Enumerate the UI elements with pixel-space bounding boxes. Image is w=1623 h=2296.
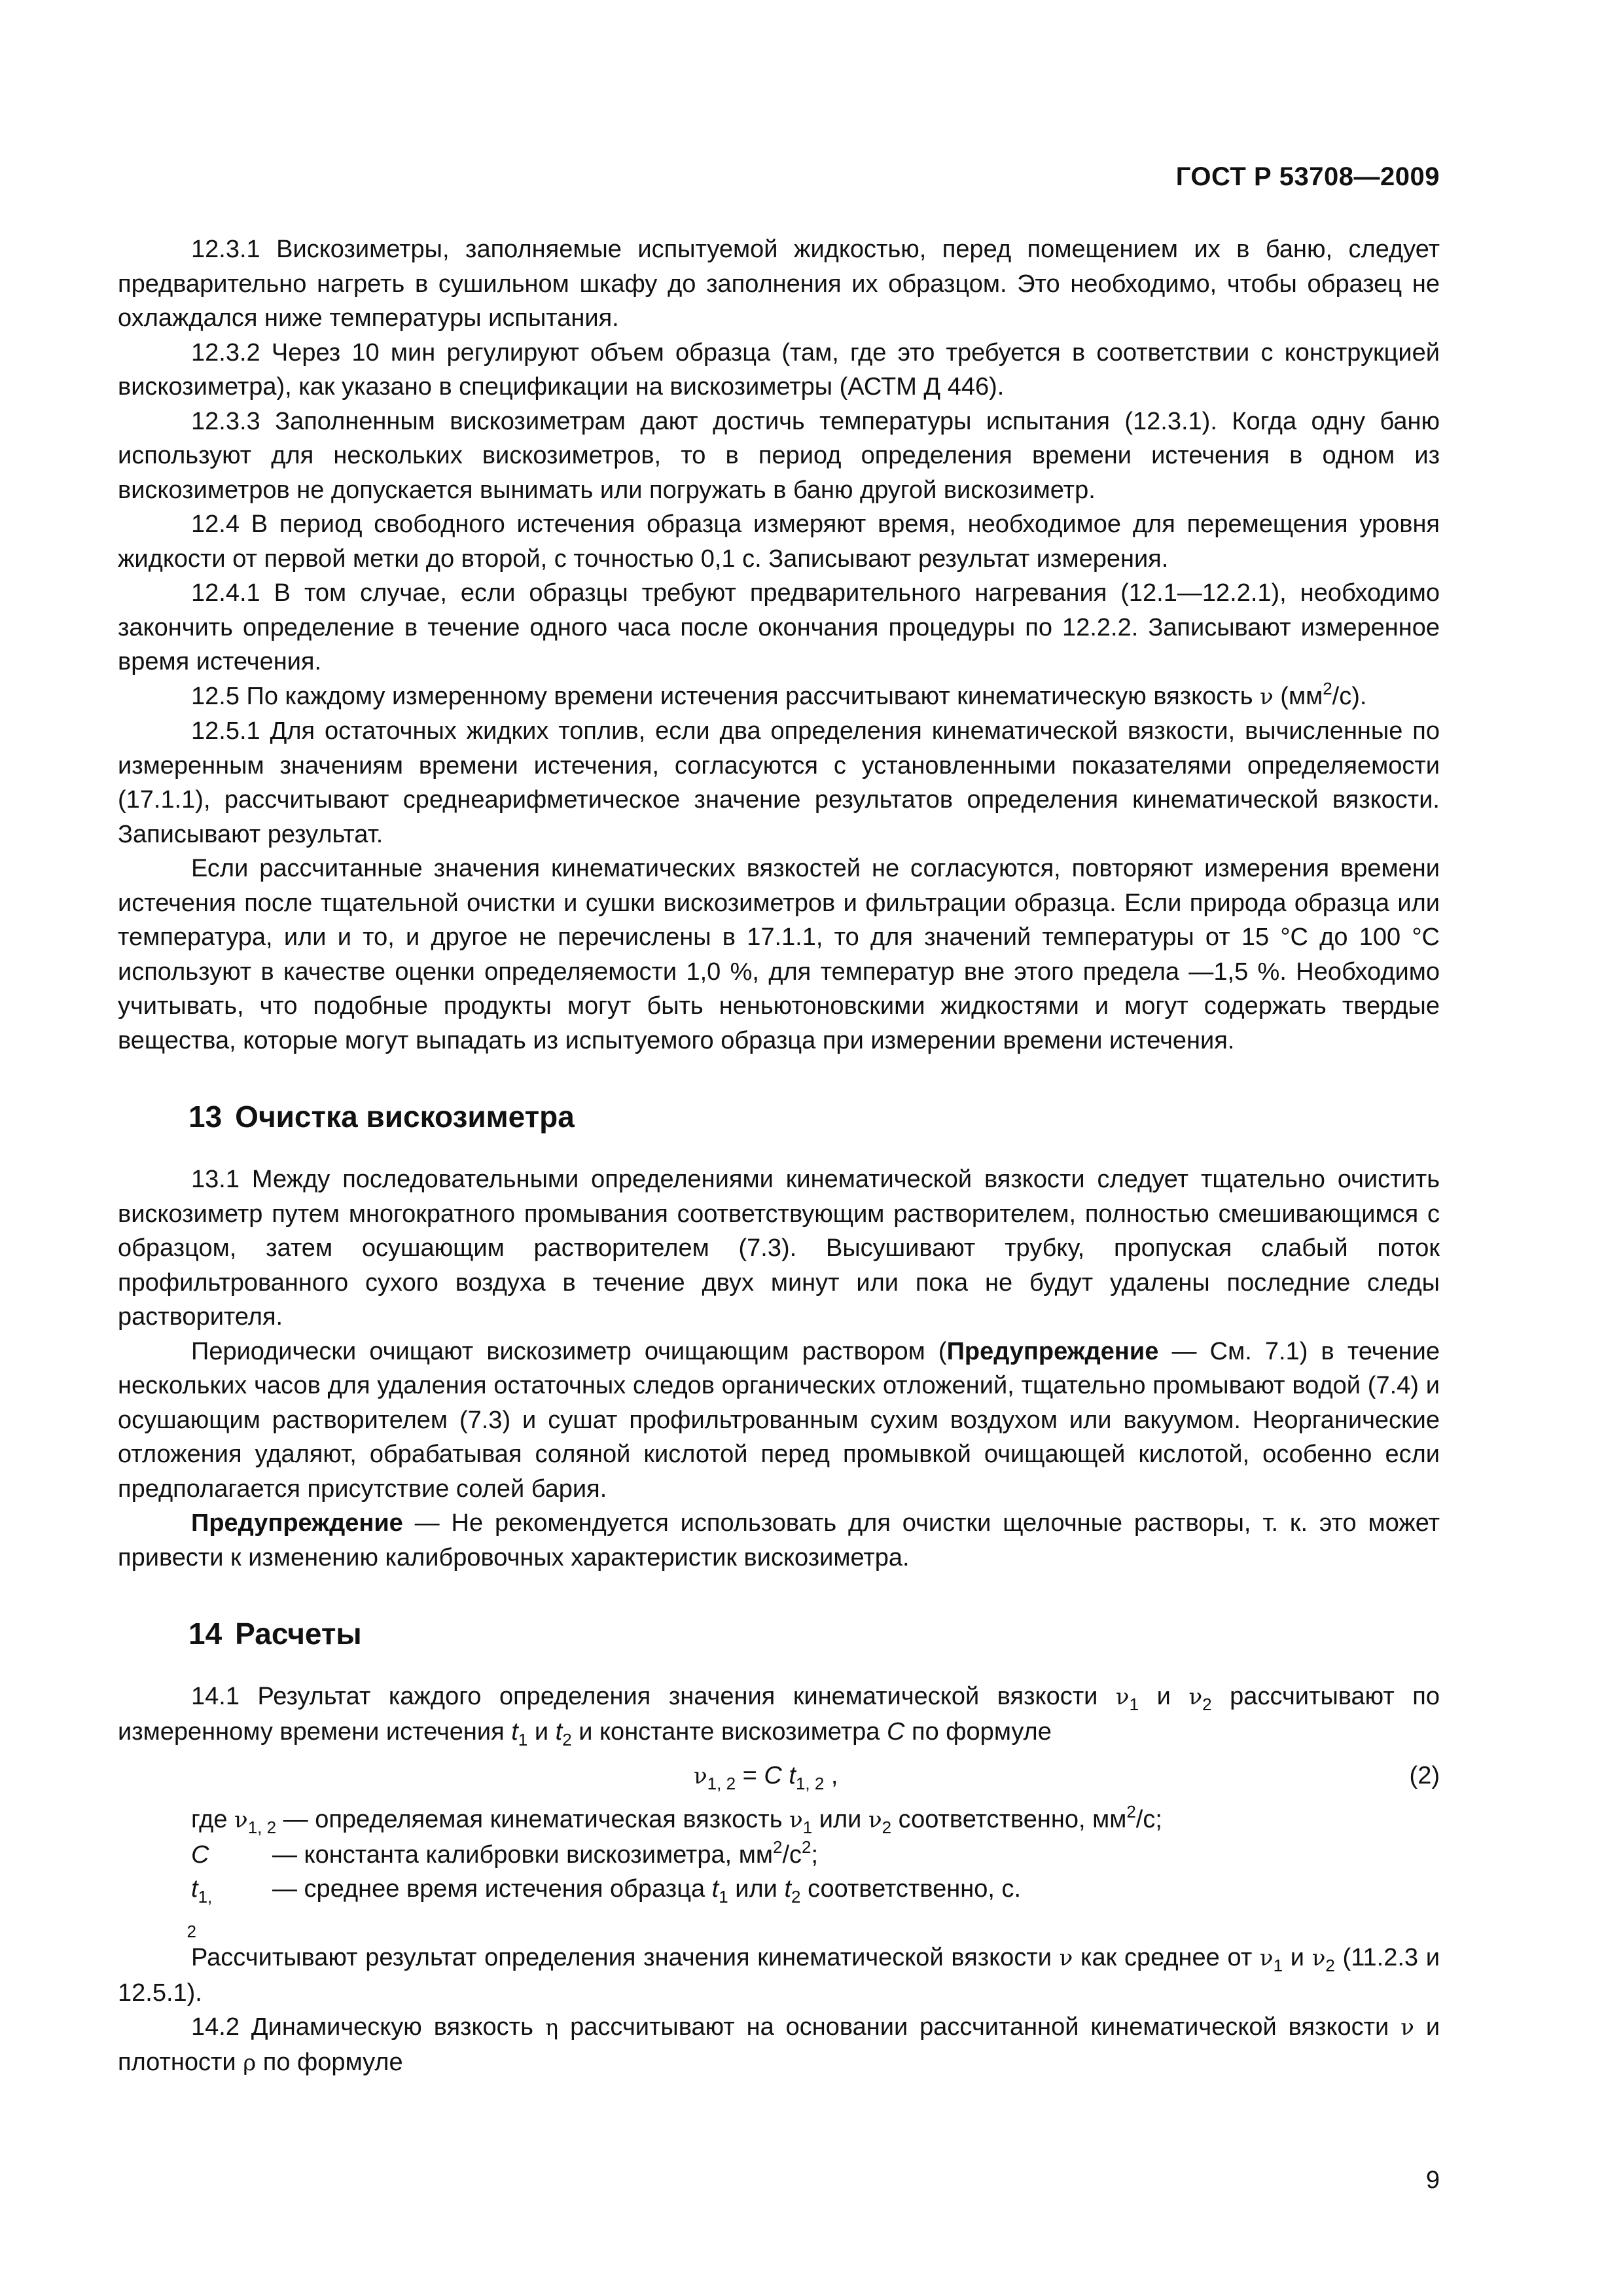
conjunction: или <box>735 1875 777 1903</box>
warning-text: — Не рекомендуется использовать для очистки щелочные растворы, т. к. это может привести к изменению калибровочных характеристик вискозиметра. <box>118 1509 1440 1571</box>
nu-symbol: ν <box>1188 1684 1203 1710</box>
document-code-header: ГОСТ Р 53708—2009 <box>1175 162 1440 191</box>
rho-symbol: ρ <box>243 2049 257 2076</box>
result-text-a: Рассчитывают результат определения значения кинематической вязкости <box>191 1944 1052 1971</box>
subscript: 1 <box>1129 1695 1139 1714</box>
paragraph-14-1-text-a: 14.1 Результат каждого определения значения кинематической вязкости <box>191 1683 1098 1710</box>
paragraph-14-1-text-d: по формуле <box>912 1717 1052 1746</box>
document-page <box>118 0 1440 2296</box>
section-13-title: Очистка вискозиметра <box>235 1100 575 1134</box>
superscript: 2 <box>1126 1802 1136 1821</box>
section-14-title: Расчеты <box>235 1617 362 1651</box>
definition-text: — среднее время истечения образца <box>272 1875 705 1903</box>
conjunction: и <box>1290 1944 1304 1971</box>
t-symbol: t <box>789 1762 796 1789</box>
result-text-c: (11.2.3 и 12.5.1). <box>118 1944 1440 2007</box>
paragraph-13-warning <box>118 1506 1440 1575</box>
document-body <box>118 232 1440 2080</box>
definition-text: соответственно, с. <box>808 1875 1022 1903</box>
paragraph-14-2-text-c: и плотности <box>118 2013 1440 2076</box>
c-symbol: C <box>764 1762 782 1789</box>
unit-superscript: 2 <box>1323 678 1332 698</box>
nu-symbol: ν <box>1115 1684 1130 1710</box>
subscript: 2 <box>562 1729 572 1749</box>
nu-symbol: ν <box>1260 683 1274 710</box>
paragraph-12-3-1: 12.3.1 Вискозиметры, заполняемые испытуемой жидкостью, перед помещением их в баню, следует предварительно нагреть в сушильном шкафу до заполнения их образцом. Это необходимо, чтобы образец не охлаждался ниже температуры испытания. <box>118 236 1440 332</box>
paragraph-12-5-1-continued: Если рассчитанные значения кинематических вязкостей не согласуются, повторяют измерения времени истечения после тщательной очистки и сушки вискозиметров и фильтрации образца. Если природа образца или температура, или и то, и другое не перечислены в 17.1.1, то для значений температуры от 15 °С до 100 °С используют в качестве оценки определяемости 1,0 %, для температур вне этого предела —1,5 %. Необходимо учитывать, что подобные продукты могут быть неньютоновскими жидкостями и могут содержать твердые вещества, которые могут выпадать из испытуемого образца при измерении времени истечения. <box>118 855 1440 1054</box>
paragraph-12-5-text: 12.5 По каждому измеренному времени истечения рассчитывают кинематическую вязкость <box>191 682 1253 710</box>
paragraph-14-2-text-b: рассчитывают на основании рассчитанной кинематической вязкости <box>570 2013 1389 2041</box>
definition-text: /с; <box>1135 1806 1162 1833</box>
conjunction: или <box>819 1806 862 1833</box>
nu-symbol: ν <box>1311 1945 1326 1971</box>
definition-text: соответственно, мм <box>898 1806 1127 1833</box>
paragraph-12-4: 12.4 В период свободного истечения образца измеряют время, необходимое для перемещения уровня жидкости от первой метки до второй, с точностью 0,1 с. Записывают результат измерения. <box>118 511 1440 573</box>
section-14-heading <box>118 1615 1440 1652</box>
equals-sign: = <box>742 1762 764 1789</box>
subscript: 1, 2 <box>707 1774 736 1793</box>
paragraph-13-periodic-cleaning <box>118 1335 1440 1507</box>
t-symbol: t <box>511 1717 518 1746</box>
definition-nu <box>118 1803 1440 1838</box>
formula-expression <box>694 1749 838 1803</box>
subscript: 1 <box>518 1729 528 1749</box>
paragraph-12-4-1: 12.4.1 В том случае, если образцы требуют предварительного нагревания (12.1—12.2.1), необходимо закончить определение в течение одного часа после окончания процедуры по 12.2.2. Записывают измеренное время истечения. <box>118 579 1440 675</box>
warning-label-inline: Предупреждение <box>946 1337 1159 1365</box>
periodic-cleaning-text-start: Периодически очищают вискозиметр очищающим раствором ( <box>191 1337 947 1365</box>
section-13-heading <box>118 1098 1440 1135</box>
paragraph-13-1: 13.1 Между последовательными определениями кинематической вязкости следует тщательно очистить вискозиметр путем многократного промывания соответствующим растворителем, полностью смешивающимся с образцом, затем осушающим растворителем (7.3). Высушивают трубку, пропуская слабый поток профильтрованного сухого воздуха в течение двух минут или пока не будут удалены последние следы растворителя. <box>118 1166 1440 1331</box>
t-symbol: t <box>191 1875 198 1903</box>
where-prefix: где <box>191 1806 228 1833</box>
paragraph-14-2 <box>118 2010 1440 2080</box>
definition-body <box>199 1872 1021 1941</box>
paragraph-12-5 <box>118 679 1440 715</box>
paragraph-14-1-text-c: и константе вискозиметра <box>579 1717 880 1746</box>
page-number: 9 <box>1425 2166 1440 2194</box>
unit-close: /с). <box>1332 682 1367 710</box>
paragraph-12-3-2: 12.3.2 Через 10 мин регулируют объем образца (там, где это требуется в соответствии с конструкцией вискозиметра), как указано в спецификации на вискозиметры (АСТМ Д 446). <box>118 338 1440 401</box>
definition-t <box>118 1872 1440 1941</box>
definition-body <box>199 1838 818 1873</box>
nu-symbol: ν <box>868 1807 882 1833</box>
definition-term <box>118 1838 209 1873</box>
t-symbol: t <box>784 1875 792 1903</box>
definition-term <box>118 1872 213 1941</box>
t-symbol: t <box>555 1717 563 1746</box>
nu-symbol: ν <box>1259 1945 1274 1971</box>
subscript: 1, 2 <box>187 1887 213 1941</box>
c-symbol: C <box>191 1840 209 1869</box>
t-symbol: t <box>711 1875 719 1903</box>
subscript: 2 <box>882 1818 892 1837</box>
subscript: 1 <box>802 1818 813 1837</box>
paragraph-14-2-text-a: 14.2 Динамическую вязкость <box>191 2013 533 2041</box>
paragraph-result-average <box>118 1941 1440 2010</box>
section-13-number: 13 <box>188 1100 223 1134</box>
periodic-cleaning-text-end: — См. 7.1) в течение нескольких часов для удаления остаточных следов органических отложений, тщательно промывают водой (7.4) и осушающим растворителем (7.3) и сушат профильтрованным сухим воздухом или вакуумом. Неорганические отложения удаляют, обрабатывая соляной кислотой перед промывкой очищающей кислотой, особенно если предполагается присутствие солей бария. <box>118 1337 1440 1503</box>
conjunction: и <box>534 1717 549 1746</box>
definition-text: — константа калибровки вискозиметра, мм <box>272 1840 773 1869</box>
eta-symbol: η <box>544 2015 559 2041</box>
superscript: 2 <box>802 1837 812 1857</box>
nu-symbol: ν <box>1400 2015 1414 2041</box>
subscript: 1, 2 <box>247 1818 277 1837</box>
warning-label: Предупреждение <box>191 1509 403 1537</box>
nu-symbol: ν <box>234 1807 248 1833</box>
paragraph-12-5-1: 12.5.1 Для остаточных жидких топлив, если два определения кинематической вязкости, вычисленные по измеренным значениям времени истечения, согласуются с установленными показателями определяемости (17.1.1), рассчитывают среднеарифметическое значение результатов определения кинематической вязкости. Записывают результат. <box>118 717 1440 848</box>
subscript: 2 <box>1202 1695 1212 1714</box>
definition-text: — определяемая кинематическая вязкость <box>283 1806 783 1833</box>
unit-open: (мм <box>1280 682 1323 710</box>
definition-c <box>118 1838 1440 1873</box>
definition-text: /с <box>782 1840 802 1869</box>
subscript: 1, 2 <box>795 1774 825 1793</box>
c-symbol: C <box>887 1717 905 1746</box>
paragraph-14-1 <box>118 1679 1440 1749</box>
paragraph-12-3-3: 12.3.3 Заполненным вискозиметрам дают достичь температуры испытания (12.3.1). Когда одну баню используют для нескольких вискозиметров, то в период определения времени истечения в одном из вискозиметров не допускается вынимать или погружать в баню другой вискозиметр. <box>118 407 1440 504</box>
conjunction: и <box>1156 1683 1171 1710</box>
nu-symbol: ν <box>694 1763 707 1789</box>
subscript: 2 <box>791 1887 801 1907</box>
paragraph-14-1-text-b: рассчитывают по измеренному времени истечения <box>118 1683 1440 1746</box>
nu-symbol: ν <box>789 1807 803 1833</box>
subscript: 1 <box>1273 1956 1283 1975</box>
result-text-b: как среднее от <box>1080 1944 1253 1971</box>
nu-symbol: ν <box>1059 1945 1073 1971</box>
superscript: 2 <box>772 1837 783 1857</box>
formula-comma: , <box>824 1762 838 1789</box>
subscript: 2 <box>1325 1956 1335 1975</box>
paragraph-14-2-text-d: по формуле <box>262 2048 403 2076</box>
formula-number: (2) <box>1409 1762 1440 1789</box>
subscript: 1 <box>719 1887 728 1907</box>
definition-text: ; <box>811 1840 819 1869</box>
formula-2 <box>118 1749 1440 1803</box>
section-14-number: 14 <box>188 1617 223 1651</box>
